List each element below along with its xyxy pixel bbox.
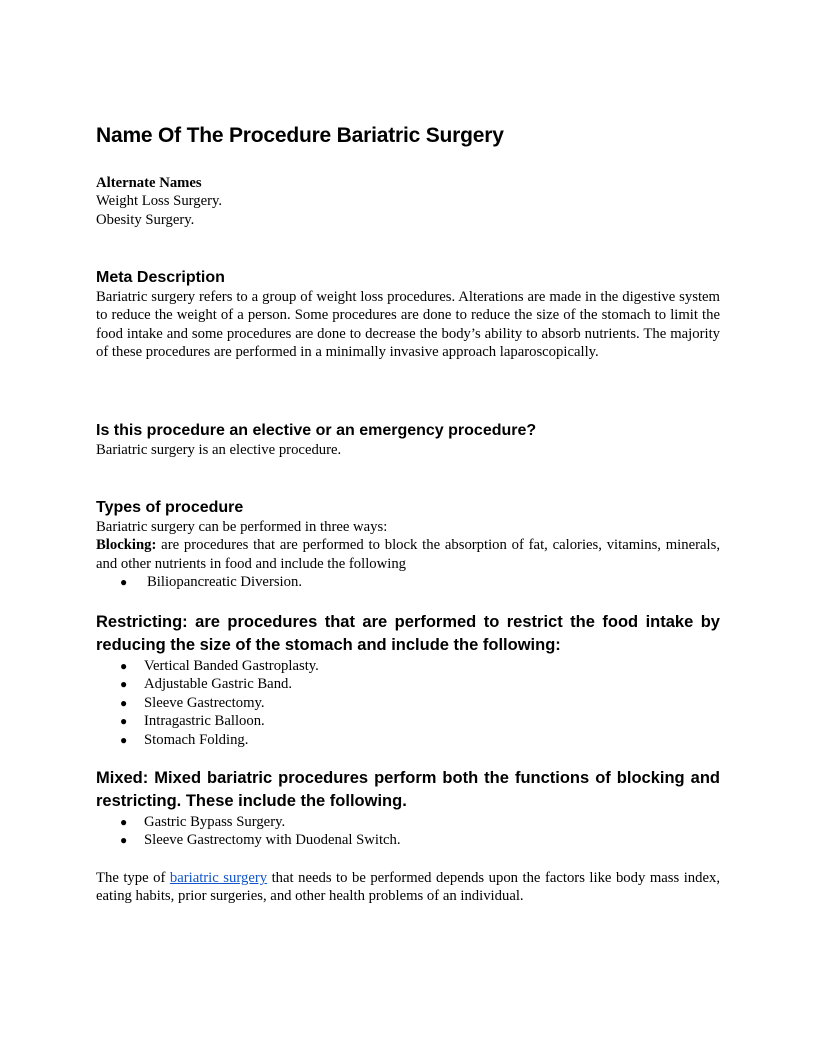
- alternate-names-section: [96, 174, 720, 229]
- blocking-label: Blocking:: [96, 537, 157, 554]
- bullet-icon: ●: [120, 732, 128, 747]
- list-item: ● Adjustable Gastric Band.: [120, 676, 293, 693]
- bullet-icon: ●: [120, 833, 128, 848]
- bullet-icon: ●: [120, 575, 128, 590]
- bullet-icon: ●: [120, 677, 128, 692]
- mixed-heading: Mixed: Mixed bariatric procedures perform both the functions of blocking and restricting. These include the following.: [96, 769, 720, 810]
- mixed-list: [96, 813, 720, 850]
- bullet-icon: ●: [120, 659, 128, 673]
- closing-section: [96, 869, 720, 906]
- meta-description-heading: Meta Description: [96, 269, 225, 286]
- blocking-paragraph: [96, 536, 720, 573]
- restricting-section: [96, 611, 720, 749]
- alternate-name-item: Obesity Surgery.: [96, 211, 195, 228]
- elective-text: Bariatric surgery is an elective procedure.: [96, 442, 342, 458]
- page-title: Name Of The Procedure Bariatric Surgery: [96, 124, 504, 147]
- list-item: ● Sleeve Gastrectomy with Duodenal Switch.: [120, 832, 401, 849]
- elective-heading: Is this procedure an elective or an emergency procedure?: [96, 422, 537, 439]
- list-item: ● Intragastric Balloon.: [120, 713, 265, 730]
- meta-description-text: Bariatric surgery refers to a group of weight loss procedures. Alterations are made in the digestive system to reduce the weight of a person. Some procedures are done to reduce the size of the stomach to limit the food intake and some procedures are done to decrease the body’s ability to absorb nutrients. The majority of these procedures are performed in a minimally invasive approach laparoscopically.: [96, 289, 720, 361]
- blocking-text: are procedures that are performed to block the absorption of fat, calories, vitamins, minerals, and other nutrients in food and include the following: [96, 537, 720, 572]
- bullet-icon: ●: [120, 695, 128, 710]
- restricting-heading: Restricting: are procedures that are performed to restrict the food intake by reducing the size of the stomach and include the following:: [96, 613, 720, 654]
- mixed-section: [96, 767, 720, 850]
- restricting-list: [96, 657, 720, 749]
- bariatric-surgery-link[interactable]: bariatric surgery: [169, 870, 268, 886]
- list-item: ● Vertical Banded Gastroplasty.: [120, 658, 319, 674]
- list-item: ● Biliopancreatic Diversion.: [120, 574, 302, 591]
- types-intro: Bariatric surgery can be performed in three ways:: [96, 519, 388, 535]
- types-section: [96, 498, 720, 592]
- bullet-icon: ●: [120, 714, 128, 729]
- blocking-list: [96, 573, 720, 591]
- bullet-icon: ●: [120, 815, 128, 829]
- meta-description-section: [96, 268, 720, 362]
- list-item: ● Stomach Folding.: [120, 731, 249, 748]
- list-item: ● Gastric Bypass Surgery.: [120, 814, 286, 830]
- alternate-name-item: Weight Loss Surgery.: [96, 193, 223, 210]
- alternate-names-label: Alternate Names: [96, 175, 202, 191]
- closing-paragraph: The type of bariatric surgery that needs to be performed depends upon the factors like body mass index, eating habits, prior surgeries, and other health problems of an individual.: [96, 870, 720, 905]
- elective-section: [96, 421, 720, 459]
- list-item: ● Sleeve Gastrectomy.: [120, 694, 265, 711]
- types-heading: Types of procedure: [96, 499, 244, 516]
